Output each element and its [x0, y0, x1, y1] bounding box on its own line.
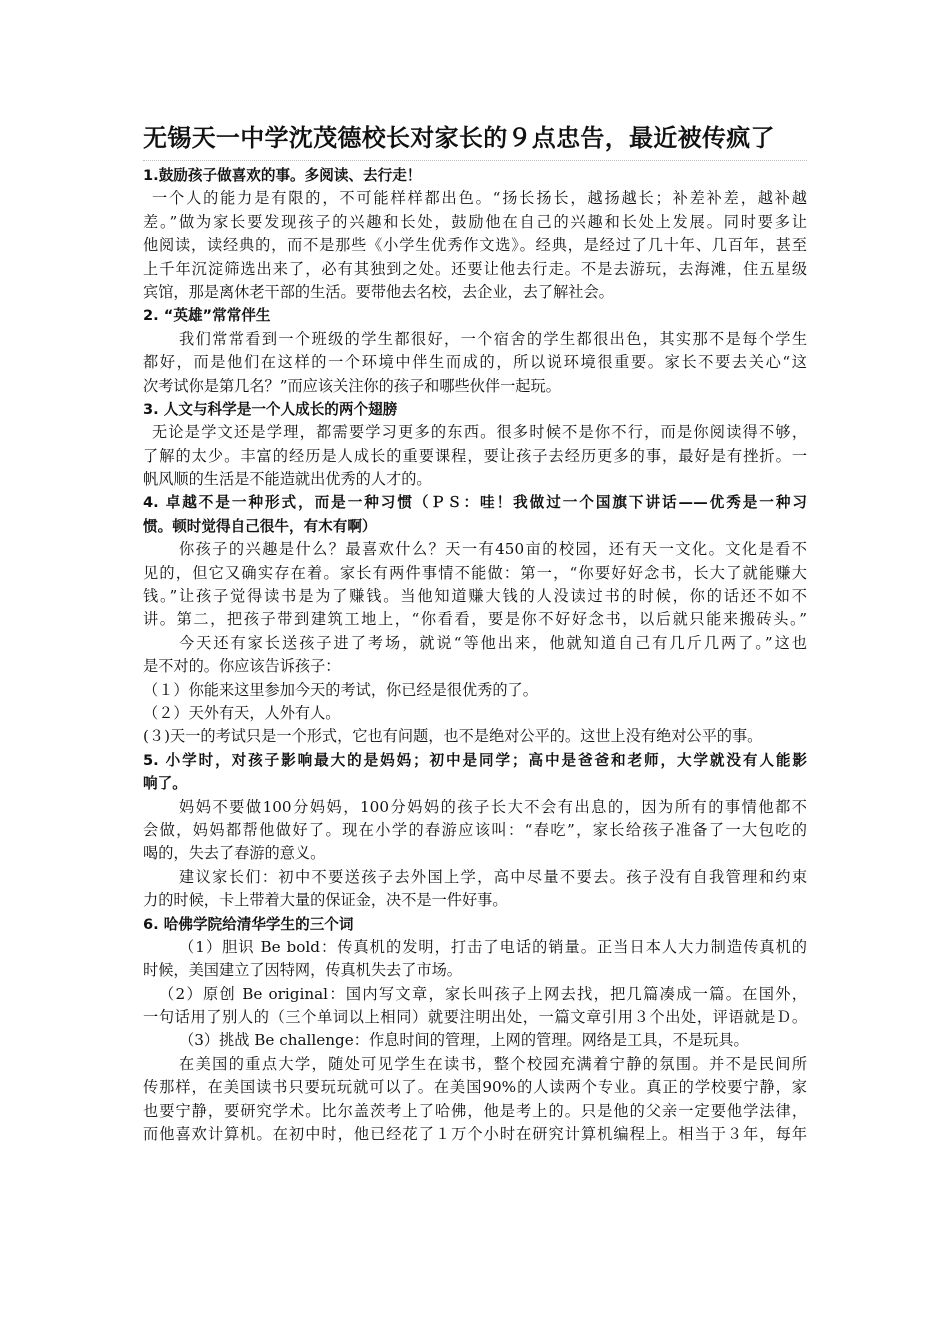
body-text-line: 了解的太少。丰富的经历是人成长的重要课程，要让孩子去经历更多的事，最好是有挫折。一 — [143, 446, 807, 465]
body-text-line: (３)天一的考试只是一个形式，它也有问题，也不是绝对公平的。这世上没有绝对公平的事。 — [143, 727, 763, 746]
body-text-line: 钱。”让孩子觉得读书是为了赚钱。当他知道赚大钱的人没读过书的时候，你的话还不如不 — [143, 587, 807, 606]
body-text-line: 宾馆，那是离休老干部的生活。要带他去名校，去企业，去了解社会。 — [143, 282, 614, 301]
section-heading: 5. 小学时，对孩子影响最大的是妈妈；初中是同学；高中是爸爸和老师，大学就没有人能影 — [143, 751, 807, 769]
body-text-line: 一句话用了别人的（三个单词以上相同）就要注明出处，一篇文章引用３个出处，评语就是Ｄ。 — [143, 1008, 807, 1027]
body-text-line: 妈妈不要做100分妈妈，100分妈妈的孩子长大不会有出息的，因为所有的事情他都不 — [179, 797, 807, 816]
body-text-line: （2）原创 Be original：国内写文章，家长叫孩子上网去找，把几篇凑成一篇。在国外， — [159, 984, 807, 1003]
body-text-line: （1）胆识 Be bold：传真机的发明，打击了电话的销量。正当日本人大力制造传真机的 — [179, 937, 807, 956]
body-text-line: 上千年沉淀筛选出来了，必有其独到之处。还要让他去行走。不是去游玩，去海滩，住五星级 — [143, 259, 807, 278]
body-text-line: 力的时候，卡上带着大量的保证金，决不是一件好事。 — [143, 891, 508, 910]
document-body — [143, 164, 807, 1146]
body-text-line: （3）挑战 Be challenge：作息时间的管理，上网的管理。网络是工具，不是玩具。 — [179, 1031, 749, 1050]
body-text-line: 一个人的能力是有限的，不可能样样都出色。“扬长扬长，越扬越长；补差补差，越补越 — [152, 189, 807, 208]
body-text-line: 建议家长们：初中不要送孩子去外国上学，高中尽量不要去。孩子没有自我管理和约束 — [179, 867, 807, 886]
body-text-line: 我们常常看到一个班级的学生都很好，一个宿舍的学生都很出色，其实那不是每个学生 — [179, 329, 807, 348]
body-text-line: 见的，但它又确实存在着。家长有两件事情不能做：第一，“你要好好念书，长大了就能赚大 — [143, 563, 807, 582]
body-text-line: 都好，而是他们在这样的一个环境中伴生而成的，所以说环境很重要。家长不要去关心“这 — [143, 353, 807, 372]
section-heading: 4. 卓越不是一种形式，而是一种习惯（ＰＳ：哇！我做过一个国旗下讲话——优秀是一种习 — [143, 494, 807, 512]
body-text-line: 他阅读，读经典的，而不是那些《小学生优秀作文选》。经典，是经过了几十年、几百年，甚至 — [143, 236, 807, 255]
body-text-line: 次考试你是第几名？”而应该关注你的孩子和哪些伙伴一起玩。 — [143, 376, 561, 395]
section-heading: 响了。 — [143, 775, 187, 793]
section-heading: 6. 哈佛学院给清华学生的三个词 — [143, 915, 354, 933]
body-text-line: 是不对的。你应该告诉孩子： — [143, 657, 341, 676]
body-text-line: 你孩子的兴趣是什么？最喜欢什么？天一有450亩的校园，还有天一文化。文化是看不 — [179, 540, 807, 559]
body-text-line: 讲。第二，把孩子带到建筑工地上，“你看看，要是你不好好念书，以后就只能来搬砖头。” — [143, 610, 807, 629]
body-text-line: （１）你能来这里参加今天的考试，你已经是很优秀的了。 — [143, 680, 538, 699]
body-text-line: 会做，妈妈都帮他做好了。现在小学的春游应该叫：“春吃”，家长给孩子准备了一大包吃的 — [143, 820, 807, 839]
body-text-line: 今天还有家长送孩子进了考场，就说“等他出来，他就知道自己有几斤几两了。”这也 — [179, 633, 807, 652]
section-heading: 3. 人文与科学是一个人成长的两个翅膀 — [143, 400, 398, 418]
body-text-line: 差。”做为家长要发现孩子的兴趣和长处，鼓励他在自己的兴趣和长处上发展。同时要多让 — [143, 212, 807, 231]
body-text-line: 喝的，失去了春游的意义。 — [143, 844, 326, 863]
document-title: 无锡天一中学沈茂德校长对家长的９点忠告，最近被传疯了 — [143, 124, 775, 152]
body-text-line: 在美国的重点大学，随处可见学生在读书，整个校园充满着宁静的氛围。并不是民间所 — [179, 1054, 807, 1073]
body-text-line: 帆风顺的生活是不能造就出优秀的人才的。 — [143, 470, 432, 489]
body-text-line: 也要宁静，要研究学术。比尔盖茨考上了哈佛，他是考上的。只是他的父亲一定要他学法律， — [143, 1101, 807, 1120]
body-text-line: 无论是学文还是学理，都需要学习更多的东西。很多时候不是你不行，而是你阅读得不够， — [152, 423, 807, 442]
body-text-line: 而他喜欢计算机。在初中时，他已经花了１万个小时在研究计算机编程上。相当于３年，每年 — [143, 1125, 807, 1144]
title-divider — [143, 160, 807, 161]
body-text-line: 传那样，在美国读书只要玩玩就可以了。在美国90%的人读两个专业。真正的学校要宁静，家 — [143, 1078, 807, 1097]
body-text-line: 时候，美国建立了因特网，传真机失去了市场。 — [143, 961, 462, 980]
body-text-line: （２）天外有天，人外有人。 — [143, 703, 341, 722]
section-heading: 2. “英雄”常常伴生 — [143, 307, 271, 325]
section-heading: 惯。顿时觉得自己很牛，有木有啊） — [143, 517, 377, 535]
section-heading: 1.鼓励孩子做喜欢的事。多阅读、去行走！ — [143, 167, 422, 184]
